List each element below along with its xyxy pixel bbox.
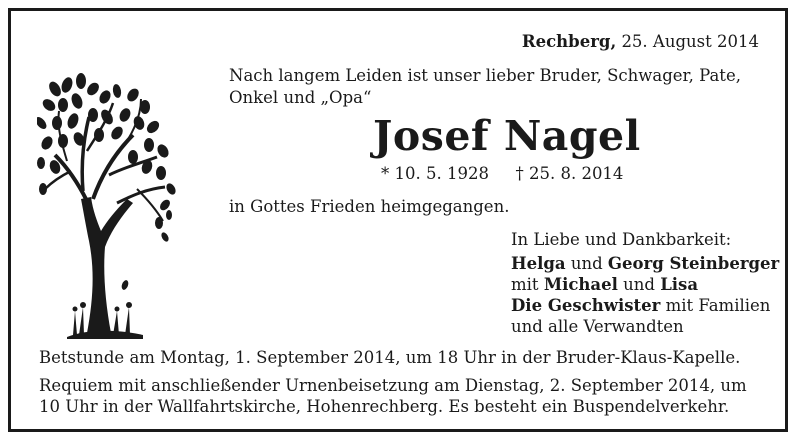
mourner-name: Lisa <box>660 275 699 294</box>
intro-line-1: Nach langem Leiden ist unser lieber Bruder, Schwager, Pate, <box>229 66 741 85</box>
notice-date: 25. August 2014 <box>621 32 759 51</box>
died-symbol: † <box>515 164 524 183</box>
conjunction: mit <box>511 275 539 294</box>
death-date: 25. 8. 2014 <box>528 164 624 183</box>
deceased-name: Josef Nagel <box>373 112 641 160</box>
place-name: Rechberg, <box>521 32 617 51</box>
conjunction: und <box>570 254 603 273</box>
born-symbol: * <box>381 164 390 183</box>
mourner-text: mit Familien <box>665 296 771 315</box>
mourners-line-4: und alle Verwandten <box>511 317 684 336</box>
requiem-line-1: Requiem mit anschließender Urnenbeisetzung am Dienstag, 2. September 2014, um <box>39 376 747 395</box>
birth-date: 10. 5. 1928 <box>394 164 489 183</box>
mourner-name: Die Geschwister <box>511 296 661 315</box>
passed-line: in Gottes Frieden heimgegangen. <box>229 197 510 216</box>
obituary-notice <box>8 8 788 432</box>
mourner-name: Michael <box>543 275 618 294</box>
mourners-line-3 <box>511 295 770 317</box>
life-dates <box>381 163 623 185</box>
intro-line-2: Onkel und „Opa“ <box>229 88 372 107</box>
mourners-line-1 <box>511 253 779 275</box>
conjunction: und <box>623 275 655 294</box>
mourner-name: Helga <box>511 254 566 273</box>
tree-silhouette-icon <box>37 71 177 341</box>
date-line <box>522 31 759 53</box>
requiem-line-2: 10 Uhr in der Wallfahrtskirche, Hohenrechberg. Es besteht ein Buspendelverkehr. <box>39 397 730 416</box>
mourners-heading: In Liebe und Dankbarkeit: <box>511 230 732 249</box>
mourners-line-2 <box>511 274 698 296</box>
mourner-name: Georg Steinberger <box>607 254 780 273</box>
betstunde-line: Betstunde am Montag, 1. September 2014, um 18 Uhr in der Bruder-Klaus-Kapelle. <box>39 348 741 367</box>
